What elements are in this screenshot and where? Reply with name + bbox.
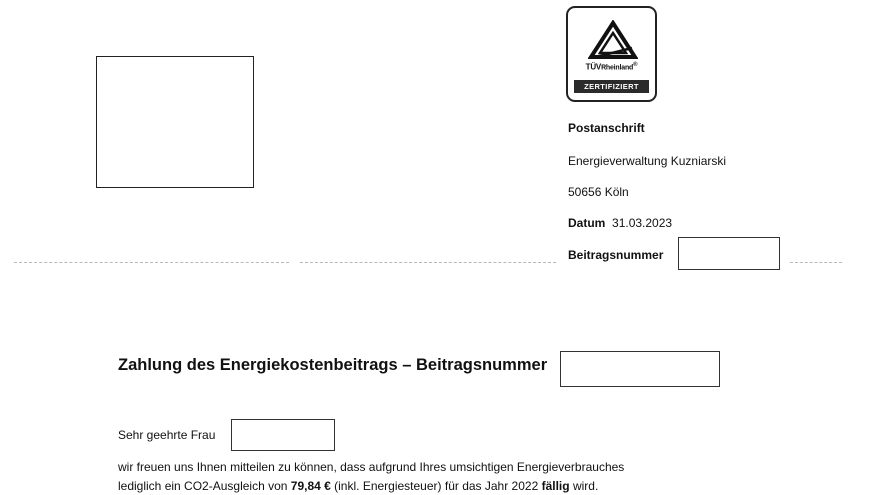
- due-word: fällig: [541, 479, 570, 493]
- salutation: Sehr geehrte Frau: [118, 428, 216, 442]
- fold-line-middle: [300, 262, 556, 263]
- date-row: [568, 216, 672, 230]
- co2-amount: 79,84 €: [290, 479, 331, 493]
- tuv-certified-label: ZERTIFIZIERT: [574, 80, 649, 93]
- body-line-1: wir freuen uns Ihnen mitteilen zu können, dass aufgrund Ihres umsichtigen Energieverbrauches: [118, 460, 625, 474]
- postal-city: 50656 Köln: [568, 185, 629, 199]
- letter-subject: Zahlung des Energiekostenbeitrags – Beitragsnummer: [118, 356, 548, 374]
- recipient-name-field: [231, 419, 335, 451]
- tuv-brand-text: TÜVRheinland®: [585, 62, 638, 72]
- tuv-certified-seal: [566, 6, 657, 102]
- body-line-2: lediglich ein CO2-Ausgleich von 79,84 € (inkl. Energiesteuer) für das Jahr 2022 fällig wird.: [118, 479, 599, 493]
- contribution-number-label: Beitragsnummer: [568, 248, 664, 262]
- tuv-triangle-icon: [588, 20, 638, 60]
- date-value: 31.03.2023: [612, 216, 673, 230]
- fold-line-left: [14, 262, 289, 263]
- contribution-number-field: [678, 237, 780, 270]
- postal-address-heading: Postanschrift: [568, 121, 645, 135]
- company-name: Energieverwaltung Kuzniarski: [568, 154, 727, 168]
- fold-line-right: [790, 262, 842, 263]
- recipient-address-box: [96, 56, 254, 188]
- date-label: Datum: [568, 216, 606, 230]
- subject-contribution-number-field: [560, 351, 720, 387]
